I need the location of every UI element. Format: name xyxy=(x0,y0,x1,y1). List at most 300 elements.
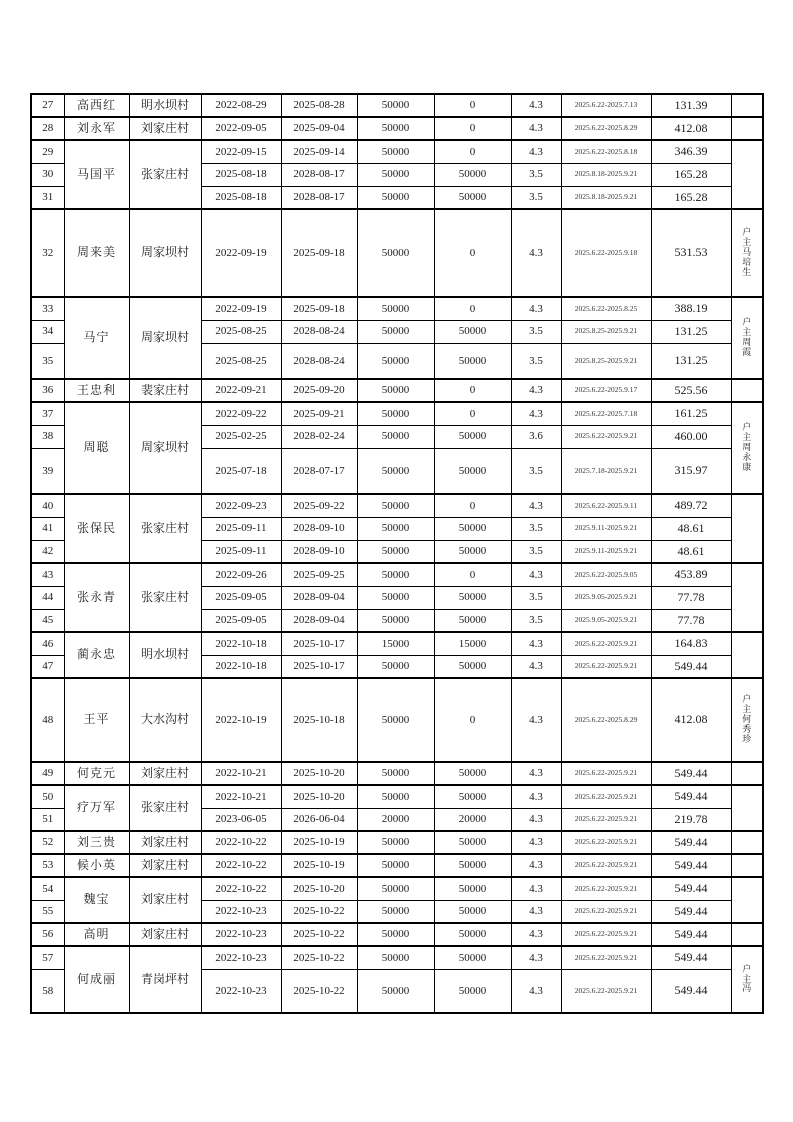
loan-due-date: 2028-08-17 xyxy=(281,163,357,186)
interest-period: 2025.6.22-2025.9.05 xyxy=(561,563,651,586)
loan-due-date: 2025-10-18 xyxy=(281,678,357,762)
loan-issue-date: 2022-10-21 xyxy=(201,762,281,785)
loan-amount: 50000 xyxy=(357,140,434,163)
loan-issue-date: 2022-10-23 xyxy=(201,923,281,946)
loan-issue-date: 2025-08-18 xyxy=(201,186,281,209)
renewal-amount: 50000 xyxy=(434,343,511,379)
loan-amount: 50000 xyxy=(357,494,434,517)
row-number: 52 xyxy=(31,831,64,854)
interest-rate: 3.5 xyxy=(511,586,561,609)
borrower-name: 刘永军 xyxy=(64,117,129,140)
table-row xyxy=(31,854,763,877)
interest-amount: 131.25 xyxy=(651,320,731,343)
loan-table-body xyxy=(31,94,763,1013)
loan-issue-date: 2025-09-05 xyxy=(201,586,281,609)
loan-issue-date: 2022-09-21 xyxy=(201,379,281,402)
household-note-char: 户 xyxy=(742,694,752,705)
interest-rate: 4.3 xyxy=(511,209,561,297)
household-note-vertical-text xyxy=(732,423,763,472)
loan-amount: 15000 xyxy=(357,632,434,655)
borrower-name: 王平 xyxy=(64,678,129,762)
interest-rate: 4.3 xyxy=(511,946,561,969)
household-note-vertical-text xyxy=(732,695,763,744)
interest-period: 2025.8.25-2025.9.21 xyxy=(561,320,651,343)
interest-amount: 77.78 xyxy=(651,586,731,609)
row-number: 48 xyxy=(31,678,64,762)
loan-due-date: 2025-10-22 xyxy=(281,923,357,946)
loan-due-date: 2025-09-20 xyxy=(281,379,357,402)
interest-amount: 165.28 xyxy=(651,163,731,186)
row-number: 37 xyxy=(31,402,64,425)
household-note-char: 秀 xyxy=(742,723,752,734)
loan-due-date: 2028-08-24 xyxy=(281,343,357,379)
interest-period: 2025.6.22-2025.7.13 xyxy=(561,94,651,117)
household-note-char: 主 xyxy=(742,237,752,248)
loan-issue-date: 2022-09-23 xyxy=(201,494,281,517)
loan-issue-date: 2022-10-23 xyxy=(201,900,281,923)
interest-rate: 3.5 xyxy=(511,517,561,540)
loan-amount: 50000 xyxy=(357,877,434,900)
renewal-amount: 50000 xyxy=(434,609,511,632)
borrower-name: 高明 xyxy=(64,923,129,946)
loan-due-date: 2028-09-04 xyxy=(281,609,357,632)
row-number: 57 xyxy=(31,946,64,969)
household-note xyxy=(731,209,763,297)
village-name: 张家庄村 xyxy=(129,494,201,563)
household-note-char: 户 xyxy=(742,963,752,974)
village-name: 周家坝村 xyxy=(129,297,201,379)
table-row xyxy=(31,831,763,854)
interest-amount: 549.44 xyxy=(651,969,731,1013)
household-note xyxy=(731,140,763,209)
loan-amount: 50000 xyxy=(357,343,434,379)
household-note-char: 永 xyxy=(742,451,752,462)
village-name: 周家坝村 xyxy=(129,209,201,297)
interest-period: 2025.6.22-2025.9.21 xyxy=(561,632,651,655)
renewal-amount: 50000 xyxy=(434,969,511,1013)
loan-due-date: 2028-02-24 xyxy=(281,425,357,448)
loan-record-sheet xyxy=(30,93,764,1014)
household-note-char: 主 xyxy=(742,973,752,984)
village-name: 裴家庄村 xyxy=(129,379,201,402)
loan-amount: 50000 xyxy=(357,969,434,1013)
borrower-name: 张永青 xyxy=(64,563,129,632)
borrower-name: 张保民 xyxy=(64,494,129,563)
loan-issue-date: 2022-10-18 xyxy=(201,655,281,678)
interest-amount: 489.72 xyxy=(651,494,731,517)
household-note-vertical-text xyxy=(732,965,763,995)
loan-issue-date: 2022-09-26 xyxy=(201,563,281,586)
table-row xyxy=(31,117,763,140)
interest-amount: 549.44 xyxy=(651,923,731,946)
household-note xyxy=(731,678,763,762)
loan-amount: 50000 xyxy=(357,402,434,425)
interest-period: 2025.6.22-2025.9.21 xyxy=(561,877,651,900)
table-row xyxy=(31,877,763,900)
interest-period: 2025.6.22-2025.8.18 xyxy=(561,140,651,163)
loan-issue-date: 2022-10-18 xyxy=(201,632,281,655)
loan-issue-date: 2022-09-15 xyxy=(201,140,281,163)
household-note xyxy=(731,117,763,140)
interest-amount: 525.56 xyxy=(651,379,731,402)
interest-rate: 4.3 xyxy=(511,785,561,808)
renewal-amount: 0 xyxy=(434,563,511,586)
loan-due-date: 2025-10-22 xyxy=(281,900,357,923)
renewal-amount: 50000 xyxy=(434,785,511,808)
interest-period: 2025.9.05-2025.9.21 xyxy=(561,586,651,609)
table-row xyxy=(31,923,763,946)
interest-period: 2025.6.22-2025.9.21 xyxy=(561,854,651,877)
loan-due-date: 2025-10-17 xyxy=(281,632,357,655)
loan-due-date: 2025-09-04 xyxy=(281,117,357,140)
interest-period: 2025.6.22-2025.9.21 xyxy=(561,425,651,448)
renewal-amount: 15000 xyxy=(434,632,511,655)
renewal-amount: 50000 xyxy=(434,923,511,946)
table-row xyxy=(31,785,763,808)
interest-amount: 131.25 xyxy=(651,343,731,379)
interest-amount: 549.44 xyxy=(651,655,731,678)
loan-amount: 50000 xyxy=(357,425,434,448)
household-note-char: 户 xyxy=(742,422,752,433)
row-number: 40 xyxy=(31,494,64,517)
table-row xyxy=(31,678,763,762)
row-number: 47 xyxy=(31,655,64,678)
loan-issue-date: 2025-09-11 xyxy=(201,517,281,540)
renewal-amount: 50000 xyxy=(434,540,511,563)
borrower-name: 候小英 xyxy=(64,854,129,877)
loan-amount: 50000 xyxy=(357,900,434,923)
renewal-amount: 0 xyxy=(434,402,511,425)
loan-issue-date: 2025-07-18 xyxy=(201,448,281,494)
interest-rate: 3.5 xyxy=(511,320,561,343)
interest-rate: 3.5 xyxy=(511,186,561,209)
table-row xyxy=(31,762,763,785)
loan-due-date: 2025-10-22 xyxy=(281,946,357,969)
household-note-char: 周 xyxy=(742,337,752,347)
loan-issue-date: 2022-08-29 xyxy=(201,94,281,117)
renewal-amount: 50000 xyxy=(434,877,511,900)
village-name: 刘家庄村 xyxy=(129,877,201,923)
renewal-amount: 0 xyxy=(434,494,511,517)
loan-due-date: 2025-10-20 xyxy=(281,762,357,785)
loan-due-date: 2025-10-19 xyxy=(281,854,357,877)
row-number: 31 xyxy=(31,186,64,209)
interest-amount: 48.61 xyxy=(651,540,731,563)
loan-issue-date: 2022-09-22 xyxy=(201,402,281,425)
loan-amount: 50000 xyxy=(357,379,434,402)
renewal-amount: 50000 xyxy=(434,586,511,609)
row-number: 34 xyxy=(31,320,64,343)
interest-period: 2025.9.05-2025.9.21 xyxy=(561,609,651,632)
interest-rate: 4.3 xyxy=(511,117,561,140)
interest-period: 2025.6.22-2025.9.21 xyxy=(561,762,651,785)
interest-rate: 3.5 xyxy=(511,343,561,379)
row-number: 35 xyxy=(31,343,64,379)
loan-amount: 50000 xyxy=(357,540,434,563)
loan-amount: 50000 xyxy=(357,563,434,586)
interest-period: 2025.6.22-2025.9.21 xyxy=(561,923,651,946)
loan-issue-date: 2025-09-11 xyxy=(201,540,281,563)
village-name: 大水沟村 xyxy=(129,678,201,762)
row-number: 46 xyxy=(31,632,64,655)
renewal-amount: 50000 xyxy=(434,163,511,186)
loan-issue-date: 2023-06-05 xyxy=(201,808,281,831)
loan-amount: 50000 xyxy=(357,946,434,969)
row-number: 51 xyxy=(31,808,64,831)
renewal-amount: 50000 xyxy=(434,762,511,785)
loan-amount: 50000 xyxy=(357,320,434,343)
row-number: 58 xyxy=(31,969,64,1013)
village-name: 张家庄村 xyxy=(129,563,201,632)
borrower-name: 马宁 xyxy=(64,297,129,379)
interest-period: 2025.6.22-2025.9.21 xyxy=(561,969,651,1013)
interest-amount: 412.08 xyxy=(651,678,731,762)
household-note xyxy=(731,379,763,402)
borrower-name: 疗万军 xyxy=(64,785,129,831)
loan-amount: 50000 xyxy=(357,297,434,320)
loan-issue-date: 2022-10-19 xyxy=(201,678,281,762)
interest-rate: 4.3 xyxy=(511,655,561,678)
interest-period: 2025.6.22-2025.9.18 xyxy=(561,209,651,297)
household-note-char: 主 xyxy=(742,704,752,715)
row-number: 27 xyxy=(31,94,64,117)
loan-amount: 20000 xyxy=(357,808,434,831)
village-name: 周家坝村 xyxy=(129,402,201,494)
interest-amount: 549.44 xyxy=(651,831,731,854)
row-number: 45 xyxy=(31,609,64,632)
loan-due-date: 2025-09-22 xyxy=(281,494,357,517)
village-name: 张家庄村 xyxy=(129,785,201,831)
interest-amount: 48.61 xyxy=(651,517,731,540)
renewal-amount: 0 xyxy=(434,209,511,297)
borrower-name: 高西红 xyxy=(64,94,129,117)
renewal-amount: 50000 xyxy=(434,831,511,854)
household-note-char: 何 xyxy=(742,714,752,725)
household-note xyxy=(731,632,763,678)
row-number: 49 xyxy=(31,762,64,785)
interest-period: 2025.8.25-2025.9.21 xyxy=(561,343,651,379)
household-note xyxy=(731,831,763,854)
interest-amount: 531.53 xyxy=(651,209,731,297)
interest-period: 2025.6.22-2025.9.21 xyxy=(561,808,651,831)
interest-period: 2025.6.22-2025.8.25 xyxy=(561,297,651,320)
renewal-amount: 0 xyxy=(434,379,511,402)
loan-issue-date: 2022-09-19 xyxy=(201,209,281,297)
loan-due-date: 2028-09-04 xyxy=(281,586,357,609)
borrower-name: 刘三贵 xyxy=(64,831,129,854)
row-number: 36 xyxy=(31,379,64,402)
borrower-name: 何克元 xyxy=(64,762,129,785)
table-row xyxy=(31,209,763,297)
row-number: 53 xyxy=(31,854,64,877)
household-note-char: 霞 xyxy=(742,346,752,357)
renewal-amount: 50000 xyxy=(434,517,511,540)
household-note-char: 户 xyxy=(742,227,752,238)
row-number: 28 xyxy=(31,117,64,140)
table-row xyxy=(31,402,763,425)
loan-issue-date: 2025-08-25 xyxy=(201,343,281,379)
interest-rate: 4.3 xyxy=(511,900,561,923)
interest-period: 2025.8.18-2025.9.21 xyxy=(561,163,651,186)
renewal-amount: 20000 xyxy=(434,808,511,831)
loan-amount: 50000 xyxy=(357,923,434,946)
village-name: 明水坝村 xyxy=(129,632,201,678)
interest-amount: 164.83 xyxy=(651,632,731,655)
household-note xyxy=(731,923,763,946)
interest-rate: 3.5 xyxy=(511,163,561,186)
loan-amount: 50000 xyxy=(357,94,434,117)
interest-rate: 4.3 xyxy=(511,678,561,762)
loan-issue-date: 2022-10-22 xyxy=(201,854,281,877)
interest-amount: 549.44 xyxy=(651,785,731,808)
household-note xyxy=(731,94,763,117)
interest-period: 2025.6.22-2025.9.21 xyxy=(561,655,651,678)
loan-issue-date: 2022-10-23 xyxy=(201,969,281,1013)
interest-rate: 3.5 xyxy=(511,540,561,563)
household-note xyxy=(731,563,763,632)
loan-amount: 50000 xyxy=(357,448,434,494)
loan-issue-date: 2022-09-05 xyxy=(201,117,281,140)
loan-amount: 50000 xyxy=(357,117,434,140)
interest-period: 2025.6.22-2025.9.21 xyxy=(561,785,651,808)
loan-amount: 50000 xyxy=(357,762,434,785)
loan-amount: 50000 xyxy=(357,785,434,808)
renewal-amount: 50000 xyxy=(434,946,511,969)
renewal-amount: 50000 xyxy=(434,425,511,448)
renewal-amount: 50000 xyxy=(434,655,511,678)
interest-amount: 219.78 xyxy=(651,808,731,831)
interest-period: 2025.6.22-2025.7.18 xyxy=(561,402,651,425)
village-name: 刘家庄村 xyxy=(129,117,201,140)
household-note-char: 马 xyxy=(742,247,752,258)
loan-amount: 50000 xyxy=(357,209,434,297)
village-name: 刘家庄村 xyxy=(129,762,201,785)
loan-due-date: 2025-09-14 xyxy=(281,140,357,163)
interest-period: 2025.6.22-2025.9.21 xyxy=(561,946,651,969)
borrower-name: 马国平 xyxy=(64,140,129,209)
loan-issue-date: 2025-08-25 xyxy=(201,320,281,343)
table-row xyxy=(31,494,763,517)
interest-rate: 4.3 xyxy=(511,969,561,1013)
loan-due-date: 2026-06-04 xyxy=(281,808,357,831)
household-note xyxy=(731,494,763,563)
loan-due-date: 2025-09-18 xyxy=(281,297,357,320)
loan-issue-date: 2022-10-23 xyxy=(201,946,281,969)
household-note xyxy=(731,762,763,785)
interest-amount: 460.00 xyxy=(651,425,731,448)
loan-amount: 50000 xyxy=(357,678,434,762)
household-note-char: 主 xyxy=(742,327,752,338)
row-number: 33 xyxy=(31,297,64,320)
household-note-vertical-text xyxy=(732,318,763,358)
interest-rate: 3.6 xyxy=(511,425,561,448)
renewal-amount: 0 xyxy=(434,117,511,140)
row-number: 56 xyxy=(31,923,64,946)
interest-period: 2025.9.11-2025.9.21 xyxy=(561,540,651,563)
household-note xyxy=(731,877,763,923)
interest-rate: 3.5 xyxy=(511,609,561,632)
renewal-amount: 50000 xyxy=(434,186,511,209)
row-number: 44 xyxy=(31,586,64,609)
loan-amount: 50000 xyxy=(357,517,434,540)
interest-period: 2025.6.22-2025.9.17 xyxy=(561,379,651,402)
interest-amount: 77.78 xyxy=(651,609,731,632)
row-number: 54 xyxy=(31,877,64,900)
interest-rate: 4.3 xyxy=(511,762,561,785)
village-name: 张家庄村 xyxy=(129,140,201,209)
interest-amount: 161.25 xyxy=(651,402,731,425)
household-note-char: 户 xyxy=(742,317,752,328)
loan-due-date: 2028-08-24 xyxy=(281,320,357,343)
household-note xyxy=(731,946,763,1013)
village-name: 刘家庄村 xyxy=(129,854,201,877)
table-row xyxy=(31,563,763,586)
row-number: 42 xyxy=(31,540,64,563)
household-note-char: 周 xyxy=(742,442,752,453)
interest-amount: 549.44 xyxy=(651,946,731,969)
borrower-name: 蔺永忠 xyxy=(64,632,129,678)
row-number: 29 xyxy=(31,140,64,163)
loan-due-date: 2025-10-20 xyxy=(281,877,357,900)
household-note-vertical-text xyxy=(732,228,763,277)
interest-period: 2025.6.22-2025.9.21 xyxy=(561,900,651,923)
table-row xyxy=(31,946,763,969)
borrower-name: 周来美 xyxy=(64,209,129,297)
interest-amount: 549.44 xyxy=(651,762,731,785)
interest-amount: 549.44 xyxy=(651,900,731,923)
interest-rate: 4.3 xyxy=(511,923,561,946)
renewal-amount: 0 xyxy=(434,297,511,320)
interest-period: 2025.8.18-2025.9.21 xyxy=(561,186,651,209)
household-note xyxy=(731,402,763,494)
household-note-char: 主 xyxy=(742,432,752,443)
loan-due-date: 2028-07-17 xyxy=(281,448,357,494)
interest-rate: 4.3 xyxy=(511,94,561,117)
loan-due-date: 2028-08-17 xyxy=(281,186,357,209)
row-number: 32 xyxy=(31,209,64,297)
interest-period: 2025.6.22-2025.8.29 xyxy=(561,117,651,140)
village-name: 刘家庄村 xyxy=(129,831,201,854)
interest-period: 2025.6.22-2025.9.21 xyxy=(561,831,651,854)
loan-due-date: 2025-10-19 xyxy=(281,831,357,854)
household-note xyxy=(731,854,763,877)
row-number: 55 xyxy=(31,900,64,923)
loan-issue-date: 2022-10-22 xyxy=(201,831,281,854)
household-note-char: 生 xyxy=(742,266,752,277)
renewal-amount: 0 xyxy=(434,140,511,163)
loan-amount: 50000 xyxy=(357,831,434,854)
interest-amount: 131.39 xyxy=(651,94,731,117)
row-number: 50 xyxy=(31,785,64,808)
borrower-name: 魏宝 xyxy=(64,877,129,923)
loan-due-date: 2025-10-20 xyxy=(281,785,357,808)
table-row xyxy=(31,379,763,402)
interest-rate: 4.3 xyxy=(511,877,561,900)
renewal-amount: 50000 xyxy=(434,448,511,494)
loan-issue-date: 2022-10-22 xyxy=(201,877,281,900)
row-number: 30 xyxy=(31,163,64,186)
row-number: 39 xyxy=(31,448,64,494)
household-note-char: 康 xyxy=(742,461,752,472)
loan-amount: 50000 xyxy=(357,854,434,877)
renewal-amount: 50000 xyxy=(434,854,511,877)
interest-amount: 388.19 xyxy=(651,297,731,320)
interest-rate: 4.3 xyxy=(511,297,561,320)
interest-rate: 4.3 xyxy=(511,831,561,854)
interest-rate: 4.3 xyxy=(511,494,561,517)
loan-due-date: 2025-09-18 xyxy=(281,209,357,297)
loan-due-date: 2025-08-28 xyxy=(281,94,357,117)
